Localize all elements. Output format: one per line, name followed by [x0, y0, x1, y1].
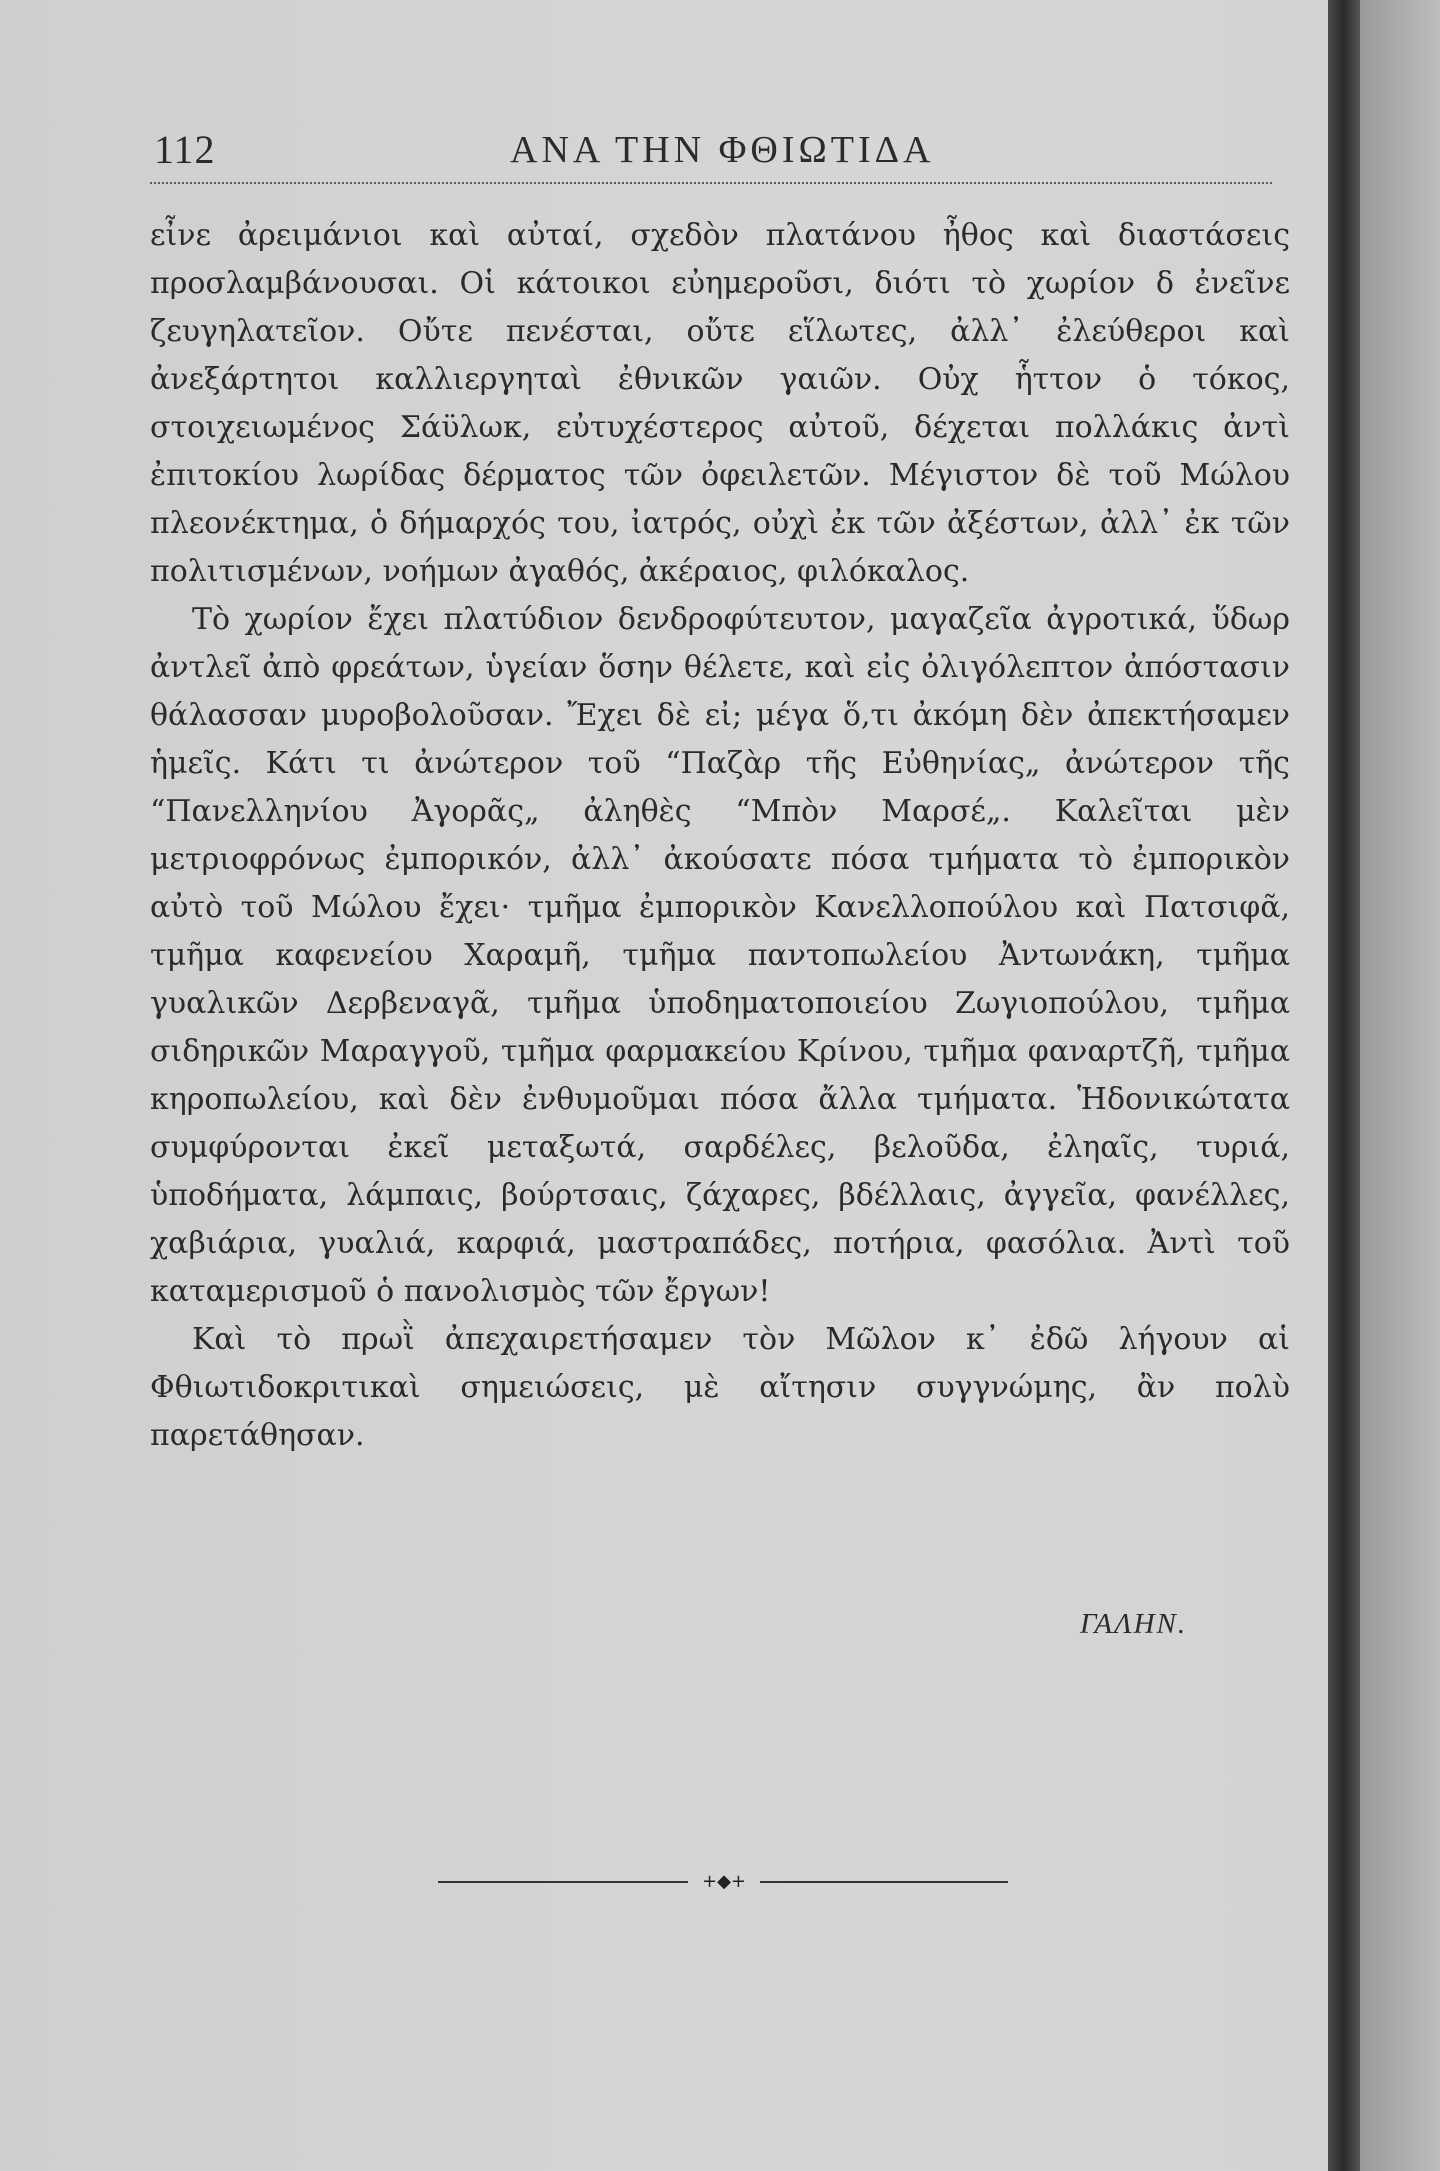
paragraph: Τὸ χωρίον ἔχει πλατύδιον δενδροφύτευτον, μαγαζεῖα ἀγροτικά, ὕδωρ ἀντλεῖ ἀπὸ φρεάτων, ὑγείαν ὅσην θέλετε, καὶ εἰς ὀλιγόλεπτον ἀπόστασιν θάλασσαν μυροβολοῦσαν. Ἔχει δὲ εἰ; μέγα ὅ,τι ἀκόμη δὲν ἀπεκτήσαμεν ἡμεῖς. Κάτι τι ἀνώτερον τοῦ “Παζὰρ τῆς Εὐθηνίας„ ἀνώτερον τῆς “Πανελληνίου Ἀγορᾶς„ ἀληθὲς “Μπὸν Μαρσέ„. Καλεῖται μὲν μετριοφρόνως ἐμπορικόν, ἀλλ᾽ ἀκούσατε πόσα τμήματα τὸ ἐμπορικὸν αὐτὸ τοῦ Μώλου ἔχει· τμῆμα ἐμπορικὸν Κανελλοπούλου καὶ Πατσιφᾶ, τμῆμα καφενείου Χαραμῆ, τμῆμα παντοπωλείου Ἀντωνάκη, τμῆμα γυαλικῶν Δερβεναγᾶ, τμῆμα ὑποδηματοποιείου Ζωγιοπούλου, τμῆμα σιδηρικῶν Μαραγγοῦ, τμῆμα φαρμακείου Κρίνου, τμῆμα φαναρτζῆ, τμῆμα κηροπωλείου, καὶ δὲν ἐνθυμοῦμαι πόσα ἄλλα τμήματα. Ἡδονικώτατα συμφύρονται ἐκεῖ μεταξωτά, σαρδέλες, βελοῦδα, ἐληαῖς, τυριά, ὑποδήματα, λάμπαις, βούρτσαις, ζάχαρες, βδέλλαις, ἀγγεῖα, φανέλλες, χαβιάρια, γυαλιά, καρφιά, μαστραπάδες, ποτήρια, φασόλια. Ἀντὶ τοῦ καταμερισμοῦ ὁ πανολισμὸς τῶν ἔργων! [150, 602, 1290, 1309]
body-text [150, 212, 1290, 1460]
paragraph: Καὶ τὸ πρωῒ ἀπεχαιρετήσαμεν τὸν Μῶλον κ᾽ ἐδῶ λήγουν αἱ Φθιωτιδοκριτικαὶ σημειώσεις, μὲ αἴτησιν συγγνώμης, ἂν πολὺ παρετάθησαν. [150, 1322, 1290, 1453]
page-number: 112 [154, 127, 216, 172]
paragraph: εἶνε ἀρειμάνιοι καὶ αὐταί, σχεδὸν πλατάνου ἦθος καὶ διαστάσεις προσλαμβάνουσαι. Οἱ κάτοικοι εὐημεροῦσι, διότι τὸ χωρίον δ ἐνεῖνε ζευγηλατεῖον. Οὔτε πενέσται, οὔτε εἵλωτες, ἀλλ᾽ ἐλεύθεροι καὶ ἀνεξάρτητοι καλλιεργηταὶ ἐθνικῶν γαιῶν. Οὐχ ἧττον ὁ τόκος, στοιχειωμένος Σάϋλωκ, εὐτυχέστερος αὐτοῦ, δέχεται πολλάκις ἀντὶ ἐπιτοκίου λωρίδας δέρματος τῶν ὀφειλετῶν. Μέγιστον δὲ τοῦ Μώλου πλεονέκτημα, ὁ δήμαρχός του, ἰατρός, οὐχὶ ἐκ τῶν ἀξέστων, ἀλλ᾽ ἐκ τῶν πολιτισμένων, νοήμων ἀγαθός, ἀκέραιος, φιλόκαλος. [150, 218, 1290, 589]
end-ornament [438, 1870, 1008, 1894]
running-title: ΑΝΑ ΤΗΝ ΦΘΙΩΤΙΔΑ [510, 129, 935, 171]
author-signature: ΓΑΛΗΝ. [1080, 1608, 1188, 1640]
facing-page-edge [1360, 0, 1440, 2171]
header-rule [150, 182, 1272, 184]
book-spine-shadow [1328, 0, 1360, 2171]
page-header [150, 122, 1290, 178]
ornament-center-mark: +◆+ [701, 1871, 746, 1892]
ornament-rule-left [438, 1881, 688, 1883]
ornament-rule-right [760, 1881, 1008, 1883]
